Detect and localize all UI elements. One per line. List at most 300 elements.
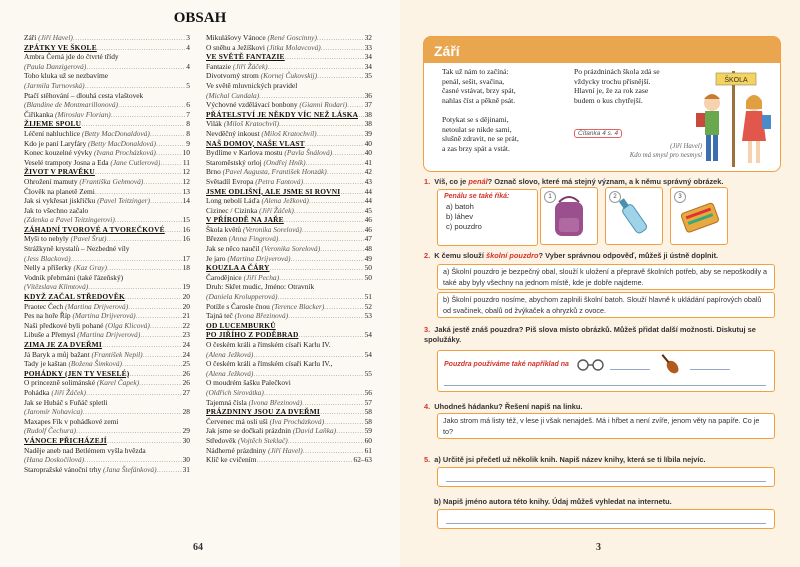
toc-section-heading — [24, 340, 190, 350]
toc-leader — [143, 177, 181, 187]
toc-entry — [24, 350, 190, 360]
toc-title — [206, 369, 253, 379]
toc-title-text: ŽIJEME SPOLU — [24, 119, 82, 129]
toc-leader — [302, 225, 364, 235]
toc-title — [206, 215, 284, 225]
toc-page-number: 21 — [182, 311, 190, 321]
toc-entry — [24, 100, 190, 110]
toc-title — [24, 110, 111, 120]
toc-page-number: 30 — [182, 455, 190, 465]
toc-entry — [24, 378, 190, 388]
toc-page-number: 4 — [186, 42, 190, 52]
toc-author: (Vojtěch Steklač) — [237, 435, 288, 445]
toc-page-number: 50 — [364, 263, 372, 273]
toc-title-text: O českém králi a římském císaři Karlu IV., — [206, 359, 333, 369]
toc-title-text: Pes na hoře Říp — [24, 311, 73, 321]
toc-title-text: Ambra Černá jde do čtvrté třídy — [24, 52, 119, 62]
toc-title — [24, 446, 146, 456]
toc-title-text: JSME ODLIŠNÍ, ALE JSME SI ROVNI — [206, 186, 341, 196]
toc-page-number: 61 — [364, 445, 372, 455]
toc-author: (Iva Procházková) — [269, 416, 325, 426]
toc-page-number: 44 — [364, 196, 372, 206]
toc-title — [24, 436, 107, 446]
toc-title-text: Mikulášovy Vánoce — [206, 33, 268, 42]
toc-title-text: Ve světě mluvnických pravidel — [206, 80, 298, 90]
task-3-instruction — [424, 325, 769, 345]
toc-page-number: 25 — [182, 359, 190, 369]
toc-author: (Miloš Kratochvíl) — [261, 128, 317, 138]
toc-author: (Martina Drijverová) — [72, 311, 136, 321]
toc-title-text: Myši to nebyly — [24, 234, 71, 244]
toc-page-number: 13 — [182, 186, 190, 196]
toc-leader — [85, 81, 186, 91]
toc-entry — [206, 33, 372, 43]
toc-entry — [206, 244, 372, 254]
toc-page-number: 43 — [364, 176, 372, 186]
toc-title-text: Naši předkové byli pohané — [24, 320, 106, 330]
toc-page-number: 23 — [182, 330, 190, 340]
toc-title — [24, 350, 143, 360]
toc-author: (Jitka Molavcová) — [266, 42, 321, 52]
toc-leader — [88, 282, 181, 292]
toc-title-text: Březen — [206, 234, 229, 244]
toc-author: (Oldřich Sirovátka) — [206, 387, 264, 397]
violin-answer-line[interactable] — [690, 369, 730, 370]
toc-author: (Kornej Čukovskij) — [260, 71, 318, 81]
toc-title — [206, 33, 317, 43]
toc-leader — [139, 378, 182, 388]
toc-author: (Miloš Kratochvíl) — [223, 119, 280, 129]
toc-entry — [206, 369, 372, 379]
toc-title — [206, 71, 317, 81]
toc-page-number: 58 — [364, 407, 372, 417]
toc-title-text: Maxapes Fík v pohádkové zemi — [24, 416, 119, 426]
toc-title — [206, 254, 291, 264]
toc-leader — [294, 206, 364, 216]
toc-title — [206, 158, 306, 168]
task-2-text-a: K čemu slouží — [434, 251, 486, 260]
toc-author: (Petra Fantová) — [255, 176, 304, 186]
toc-leader — [302, 398, 363, 408]
toc-author: (Olga Klicová) — [105, 320, 150, 330]
toc-entry — [206, 359, 372, 369]
toc-entry — [206, 91, 372, 101]
toc-page-number: 4 — [186, 61, 190, 71]
toc-title — [24, 129, 150, 139]
task-1-options-heading: Penálu se také říká: — [444, 193, 510, 200]
toc-page-number: 6 — [186, 100, 190, 110]
toc-leader — [256, 455, 352, 465]
toc-title-text: Veselé trampoty Josna a Eda — [24, 157, 111, 167]
toc-author: (Alena Ježková) — [206, 368, 254, 378]
task-3-answer-box[interactable] — [437, 350, 775, 392]
task-1-text-a: Víš, co je — [434, 177, 469, 186]
toc-leader — [81, 119, 185, 129]
toc-entry — [24, 465, 190, 475]
toc-title-text: Jak se něco naučil — [206, 244, 262, 254]
toc-leader — [279, 119, 364, 129]
task-5b-answer-line[interactable] — [446, 523, 766, 524]
toc-author: (Ondřej Hník) — [263, 157, 306, 167]
toc-author: (René Goscinny) — [267, 33, 317, 42]
toc-title — [206, 225, 302, 235]
toc-entry — [24, 263, 190, 273]
toc-page-number: 11 — [182, 157, 190, 167]
toc-title-text: Červenec má osli uši — [206, 416, 270, 426]
task-5b-instruction — [434, 497, 672, 506]
toc-author: (Pavel Augusta, František Honzák) — [222, 167, 327, 177]
toc-author: (Alena Ježková) — [261, 196, 309, 206]
toc-title-text: Bydlíme v Karlova mostu — [206, 148, 285, 158]
toc-author: (Martina Drijverová) — [65, 301, 129, 311]
toc-entry — [206, 311, 372, 321]
toc-page-number: 58 — [364, 416, 372, 426]
toc-author: (Pavel Šrut) — [70, 234, 107, 244]
toc-author: (Jarmila Turnovská) — [24, 80, 85, 90]
toc-leader — [288, 311, 363, 321]
toc-leader — [140, 330, 181, 340]
toc-leader — [320, 407, 364, 417]
reader-reference-badge: Čítanka 4 s. 4 — [574, 129, 622, 138]
toc-author: (Kaz Gray) — [73, 263, 107, 273]
toc-title — [24, 369, 129, 379]
toc-title — [24, 273, 123, 283]
toc-page-number: 29 — [182, 426, 190, 436]
toc-leader — [129, 369, 181, 379]
toc-title-text: Nádherné prázdniny — [206, 445, 268, 455]
toc-author: (Božena Šimková) — [68, 359, 123, 369]
toc-page-number: 8 — [186, 119, 190, 129]
toc-author: (Gianni Rodari) — [299, 100, 348, 110]
toc-entry — [206, 302, 372, 312]
toc-page-number: 53 — [364, 311, 372, 321]
toc-title — [24, 407, 83, 417]
toc-author: (Jiří Havel) — [38, 33, 73, 42]
toc-entry — [24, 282, 190, 292]
toc-author: (Betty MacDonaldová) — [88, 138, 156, 148]
toc-title-text: Konec kouzelné vývky — [24, 148, 94, 158]
toc-title — [24, 139, 156, 149]
toc-title — [206, 52, 285, 62]
toc-entry — [24, 187, 190, 197]
poem-card-header — [424, 37, 780, 63]
poem-title: Září — [434, 43, 460, 59]
toc-entry — [24, 273, 190, 283]
toc-entry — [206, 196, 372, 206]
toc-title — [24, 465, 157, 475]
poem-left-stanzas: Tak už nám to začíná: penál, sešit, svačina, časné vstávat, brzy spát, nahlas číst a pěkně psát. Potykat se s dějinami, netoulat se nikde sami, slušně zdravit, ne se prát, a zas brzy spát a vstát. — [442, 67, 519, 153]
task-1-text-b: ? Označ slovo, které má stejný význam, a k němu správný obrázek. — [487, 177, 724, 186]
task-5a-answer-line[interactable] — [446, 481, 766, 482]
toc-section-heading — [206, 263, 372, 273]
toc-section-heading — [24, 119, 190, 129]
toc-entry — [24, 91, 190, 101]
toc-entry — [206, 100, 372, 110]
toc-entry — [206, 273, 372, 283]
toc-page-number: 47 — [364, 234, 372, 244]
toc-author: (František Nepil) — [91, 349, 143, 359]
toc-title — [206, 436, 288, 446]
toc-title — [24, 71, 108, 81]
toc-author: (Miroslav Florian) — [55, 109, 111, 119]
toc-title — [24, 388, 86, 398]
toc-page-number: 33 — [364, 42, 372, 52]
toc-page-number: 19 — [182, 282, 190, 292]
toc-entry — [24, 206, 190, 216]
toc-entry — [24, 302, 190, 312]
toc-section-heading — [206, 139, 372, 149]
toc-page-number: 36 — [364, 90, 372, 100]
picture-number-2: 2 — [609, 191, 621, 203]
toc-title — [24, 100, 118, 110]
toc-title-text: Jak to všechno začalo — [24, 205, 89, 215]
toc-title — [206, 244, 320, 254]
toc-page-number: 41 — [364, 157, 372, 167]
toc-title-text: Škola květů — [206, 224, 243, 234]
toc-title — [24, 52, 119, 62]
toc-title-text: Staropražské vánoční trhy — [24, 464, 104, 474]
toc-title — [206, 426, 336, 436]
task-3-text: Jaká jestě znáš pouzdra? Piš slova místo obrázků. Můžeš přidat další možnosti. Diskutuj se spolužáky. — [424, 325, 756, 344]
toc-title — [24, 196, 150, 206]
option-c[interactable]: c) pouzdro — [446, 222, 482, 231]
picture-option-2[interactable] — [605, 187, 663, 245]
toc-leader — [303, 177, 364, 187]
right-page-number: 3 — [596, 542, 601, 553]
toc-title-text: Libuše a Přemysl — [24, 330, 78, 340]
toc-entry — [206, 388, 372, 398]
toc-entry — [24, 177, 190, 187]
toc-title — [24, 33, 73, 43]
toc-title — [206, 110, 358, 120]
glasses-answer-line[interactable] — [610, 369, 650, 370]
answer-a-box[interactable]: a) Školní pouzdro je bezpečný obal, slouží k uložení a přepravě školních potřeb, aby se nepoškodily a také aby byly všechny na jednom místě, kde je dobře najdeme. — [437, 264, 775, 290]
toc-title-text: Ohrožení mamuty — [24, 176, 80, 186]
toc-leader — [107, 263, 182, 273]
toc-title-text: Jak se Hubáč s Fuňáč spletli — [24, 397, 108, 407]
picture-option-1[interactable] — [540, 187, 598, 245]
toc-page-number: 26 — [182, 378, 190, 388]
toc-title-text: ZIMA JE ZA DVEŘMI — [24, 340, 102, 349]
toc-title-text: V PŘÍRODĚ NA JAŘE — [206, 215, 284, 225]
toc-title-text: Tajná teč — [206, 311, 235, 321]
toc-leader — [136, 311, 182, 321]
toc-leader — [306, 158, 364, 168]
toc-author: (Františka Gehmová) — [79, 176, 144, 186]
toc-title — [24, 91, 143, 101]
toc-author: (Jiří Žáček) — [259, 205, 294, 215]
toc-title — [24, 43, 97, 53]
toc-author: (Terence Blacker) — [271, 301, 325, 311]
toc-title — [24, 225, 165, 235]
toc-leader — [305, 139, 364, 149]
toc-entry — [206, 446, 372, 456]
option-a[interactable]: a) batoh — [446, 202, 474, 211]
toc-title — [24, 148, 156, 158]
toc-page-number: 56 — [364, 387, 372, 397]
toc-title — [24, 254, 71, 264]
toc-page-number: 35 — [364, 71, 372, 81]
toc-author: (Vítězslava Klimtová) — [24, 282, 89, 292]
toc-entry — [206, 254, 372, 264]
toc-entry — [24, 417, 190, 427]
toc-leader — [128, 302, 181, 312]
toc-title-text: Strážkyně krystalů – Nezbedné víly — [24, 244, 130, 254]
toc-page-number: 24 — [182, 340, 190, 349]
toc-leader — [299, 330, 364, 340]
toc-title — [24, 426, 76, 436]
toc-title — [24, 206, 88, 216]
toc-title — [24, 215, 115, 225]
task-3-answer-line[interactable] — [444, 385, 766, 386]
toc-entry — [206, 417, 372, 427]
toc-title-text: Fantazie — [206, 61, 233, 71]
toc-title — [206, 455, 256, 465]
task-5a-answer-box[interactable] — [437, 467, 775, 487]
task-1-options-box — [437, 189, 538, 246]
toc-page-number: 12 — [182, 167, 190, 177]
toc-entry — [206, 234, 372, 244]
toc-title-text: Toho klukа už se nezbavíme — [24, 71, 109, 81]
toc-title-text: Jak si vykřesat jiskřičku — [24, 196, 98, 206]
toc-leader — [317, 129, 364, 139]
toc-page-number: 7 — [186, 109, 190, 119]
toc-title — [206, 177, 303, 187]
toc-entry — [24, 71, 190, 81]
toc-author: (Pavel Teitzinger) — [97, 196, 150, 206]
toc-leader — [340, 187, 363, 197]
toc-leader — [336, 426, 363, 436]
option-b[interactable]: b) láhev — [446, 212, 474, 221]
toc-section-heading — [206, 330, 372, 340]
task-1-instruction — [424, 177, 723, 186]
answer-b-box[interactable]: b) Školní pouzdro nosíme, abychom zaplnili školní batoh. Slouží hlavně k ukládání papírových obalů od svačinek, obalů od žvýkaček a ohryzků z ovoce. — [437, 292, 775, 318]
toc-title — [206, 359, 333, 369]
toc-title — [24, 378, 139, 388]
toc-entry — [24, 407, 190, 417]
toc-page-number: 27 — [182, 387, 190, 397]
toc-entry — [24, 388, 190, 398]
toc-title-text: Potíže s Čarosle čnou — [206, 301, 272, 311]
task-1-number: 1. — [424, 177, 431, 186]
toc-entry — [24, 426, 190, 436]
toc-leader — [107, 234, 182, 244]
toc-title-text: KOUZLA A ČÁRY — [206, 263, 270, 273]
task-4-text: Uhodneš hádanku? Řešení napiš na linku. — [434, 402, 583, 411]
toc-page-number: 12 — [182, 176, 190, 186]
toc-entry — [206, 398, 372, 408]
toc-title-text: PŘÁTELSTVÍ JE NĚKDY VÍC NEŽ LÁSKA — [206, 109, 359, 119]
toc-leader — [84, 455, 181, 465]
toc-author: (Ivona Březinová) — [248, 397, 303, 407]
toc-title — [206, 282, 314, 292]
task-5b-answer-box[interactable] — [437, 509, 775, 529]
poem-author — [574, 143, 702, 160]
toc-section-heading — [24, 369, 190, 379]
toc-author: (David Laňka) — [292, 426, 337, 436]
toc-section-heading — [24, 292, 190, 302]
toc-title — [206, 91, 259, 101]
toc-author: (Jess Blacková) — [24, 253, 71, 263]
toc-page-number: 46 — [364, 215, 372, 225]
toc-title-text: O princezně solimánské — [24, 378, 97, 388]
toc-page-number: 18 — [182, 263, 190, 273]
toc-leader — [107, 436, 182, 446]
toc-entry — [206, 119, 372, 129]
toc-leader — [259, 91, 363, 101]
toc-title — [24, 158, 160, 168]
toc-section-heading — [206, 215, 372, 225]
toc-leader — [156, 148, 182, 158]
toc-page-number: 24 — [182, 349, 190, 359]
toc-page-number: 16 — [182, 234, 190, 244]
toc-title-text: ZPÁTKY VE ŠKOLE — [24, 42, 97, 52]
toc-leader — [327, 167, 364, 177]
toc-title-text: ZÁHADNÍ TVOROVÉ A TVOREČKOVÉ — [24, 224, 165, 234]
toc-section-heading — [206, 110, 372, 120]
toc-entry — [24, 110, 190, 120]
toc-entry — [24, 398, 190, 408]
toc-section-heading — [206, 321, 372, 331]
toc-page-number: 45 — [364, 205, 372, 215]
task-5a-instruction — [424, 455, 706, 464]
toc-page-number: 55 — [364, 368, 372, 378]
toc-title — [24, 455, 84, 465]
toc-leader — [279, 273, 364, 283]
toc-entry — [206, 350, 372, 360]
toc-title-text: Cizinec / Cizinka — [206, 205, 260, 215]
toc-author: (Paula Danzigerová) — [24, 61, 87, 71]
toc-entry — [24, 33, 190, 43]
toc-leader — [160, 158, 181, 168]
toc-author: (Jaromír Nohavica) — [24, 407, 83, 417]
violin-icon — [656, 351, 684, 377]
toc-page-number: 10 — [182, 148, 190, 158]
toc-title-text: O moudrém šašku Palečkovi — [206, 378, 291, 388]
toc-page-number: 9 — [186, 138, 190, 148]
toc-page-number: 50 — [364, 272, 372, 282]
toc-title-text: VE SVĚTĚ FANTAZIE — [206, 52, 285, 62]
toc-author: (Michal Cundala) — [206, 90, 260, 100]
toc-page-number: 22 — [182, 320, 190, 330]
toc-title-text: Ptačí stěhování – dlouhá cesta vlaštovek — [24, 90, 144, 100]
toc-page-number: 5 — [186, 80, 190, 90]
toc-leader — [143, 350, 182, 360]
toc-page-number: 54 — [364, 330, 372, 340]
toc-leader — [150, 321, 182, 331]
toc-leader — [291, 254, 364, 264]
toc-entry — [24, 196, 190, 206]
toc-title — [206, 446, 303, 456]
toc-title — [24, 167, 95, 177]
picture-option-3[interactable] — [670, 187, 728, 245]
toc-author: (Ivana Procházková) — [93, 148, 156, 158]
toc-entry — [24, 446, 190, 456]
toc-leader — [97, 43, 185, 53]
toc-entry — [206, 177, 372, 187]
toc-leader — [76, 426, 182, 436]
toc-leader — [317, 71, 364, 81]
toc-entry — [206, 225, 372, 235]
toc-section-heading — [206, 187, 372, 197]
toc-page-number: 42 — [364, 167, 372, 177]
toc-entry — [206, 282, 372, 292]
toc-title — [24, 340, 102, 350]
toc-title-text: Naděje aneb nad Betlémem vyšla hvězda — [24, 445, 146, 455]
toc-author: (Martina Drijverová) — [227, 253, 291, 263]
toc-leader — [253, 350, 363, 360]
toc-entry — [24, 129, 190, 139]
